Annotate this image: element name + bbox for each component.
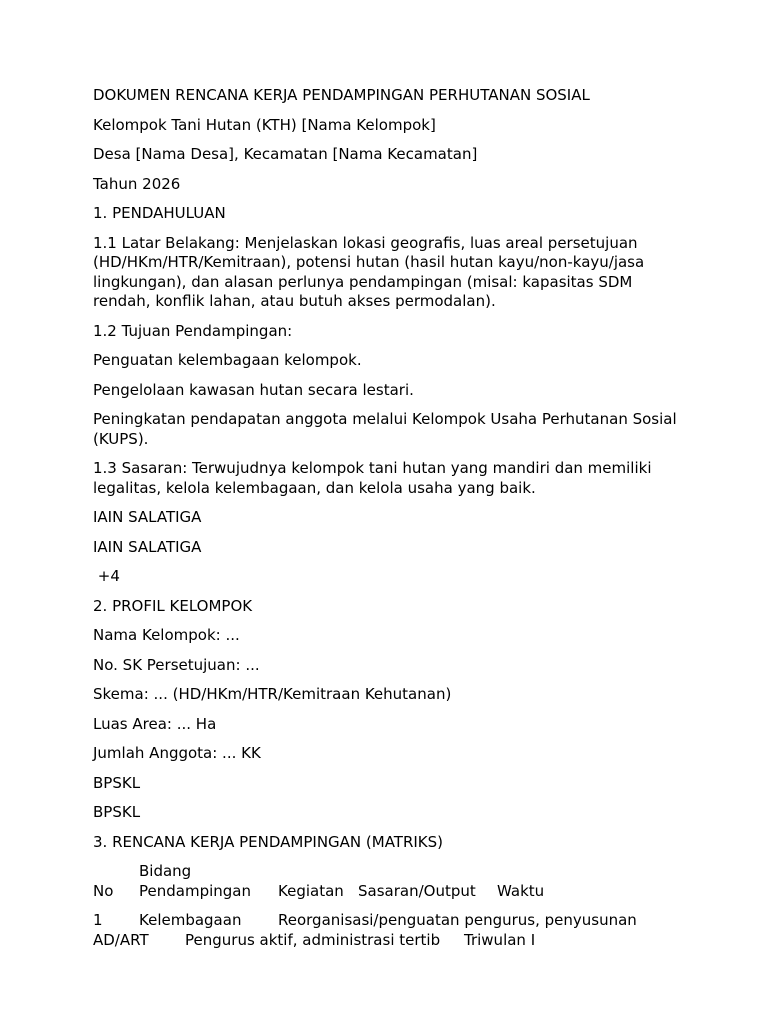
bpskl-text-1: BPSKL [93, 773, 141, 792]
matrix-header-waktu: Waktu [497, 881, 545, 900]
matrix-header-row [93, 862, 683, 901]
goals-heading: 1.2 Tujuan Pendampingan: [93, 321, 293, 340]
group-line: Kelompok Tani Hutan (KTH) [Nama Kelompok] [93, 115, 436, 134]
matrix-header-bidang: Bidang Pendampingan [139, 862, 251, 900]
matrix-row1-output: Pengurus aktif, administrasi tertib [185, 930, 441, 949]
profile-name: Nama Kelompok: ... [93, 626, 240, 644]
document-body [93, 86, 683, 960]
matrix-header-no: No [93, 881, 114, 900]
watermark-text-2: IAIN SALATIGA [93, 537, 202, 556]
goal-item-1: Penguatan kelembagaan kelompok. [93, 351, 362, 369]
section1-heading: 1. PENDAHULUAN [93, 204, 226, 222]
target-paragraph: 1.3 Sasaran: Terwujudnya kelompok tani hutan yang mandiri dan memiliki legalitas, kelola kelembagaan, dan kelola usaha yang baik. [93, 459, 657, 497]
goal-item-2: Pengelolaan kawasan hutan secara lestari. [93, 380, 414, 399]
matrix-row1-kegiatan-a: Reorganisasi/penguatan pengurus, penyusunan [278, 911, 637, 929]
matrix-row1-kegiatan-b: AD/ART [93, 930, 149, 949]
document-title: DOKUMEN RENCANA KERJA PENDAMPINGAN PERHUTANAN SOSIAL [93, 86, 590, 104]
matrix-header-sasaran: Sasaran/Output [358, 881, 476, 900]
more-indicator: +4 [93, 567, 120, 585]
matrix-row-1 [93, 911, 683, 950]
profile-members: Jumlah Anggota: ... KK [93, 744, 261, 762]
profile-area: Luas Area: ... Ha [93, 714, 217, 733]
location-line: Desa [Nama Desa], Kecamatan [Nama Kecamatan] [93, 145, 478, 163]
profile-sk: No. SK Persetujuan: ... [93, 655, 260, 674]
year-line: Tahun 2026 [93, 174, 181, 193]
section3-heading: 3. RENCANA KERJA PENDAMPINGAN (MATRIKS) [93, 832, 444, 851]
goal-item-3: Peningkatan pendapatan anggota melalui Kelompok Usaha Perhutanan Sosial (KUPS). [93, 410, 682, 448]
matrix-row1-bidang: Kelembagaan [139, 911, 242, 929]
matrix-row1-waktu: Triwulan I [464, 930, 536, 949]
section2-heading: 2. PROFIL KELOMPOK [93, 596, 253, 615]
matrix-row1-no: 1 [93, 911, 103, 929]
bpskl-text-2: BPSKL [93, 803, 141, 821]
matrix-header-kegiatan: Kegiatan [278, 881, 344, 900]
watermark-text-1: IAIN SALATIGA [93, 508, 202, 526]
profile-scheme: Skema: ... (HD/HKm/HTR/Kemitraan Kehutanan) [93, 685, 452, 703]
background-paragraph: 1.1 Latar Belakang: Menjelaskan lokasi geografis, luas areal persetujuan (HD/HKm/HTR/Kemitraan), potensi hutan (hasil hutan kayu/non-kayu/jasa lingkungan), dan alasan perlunya pendampingan (misal: kapasitas SDM rendah, konflik lahan, atau butuh akses permodalan). [93, 233, 649, 310]
